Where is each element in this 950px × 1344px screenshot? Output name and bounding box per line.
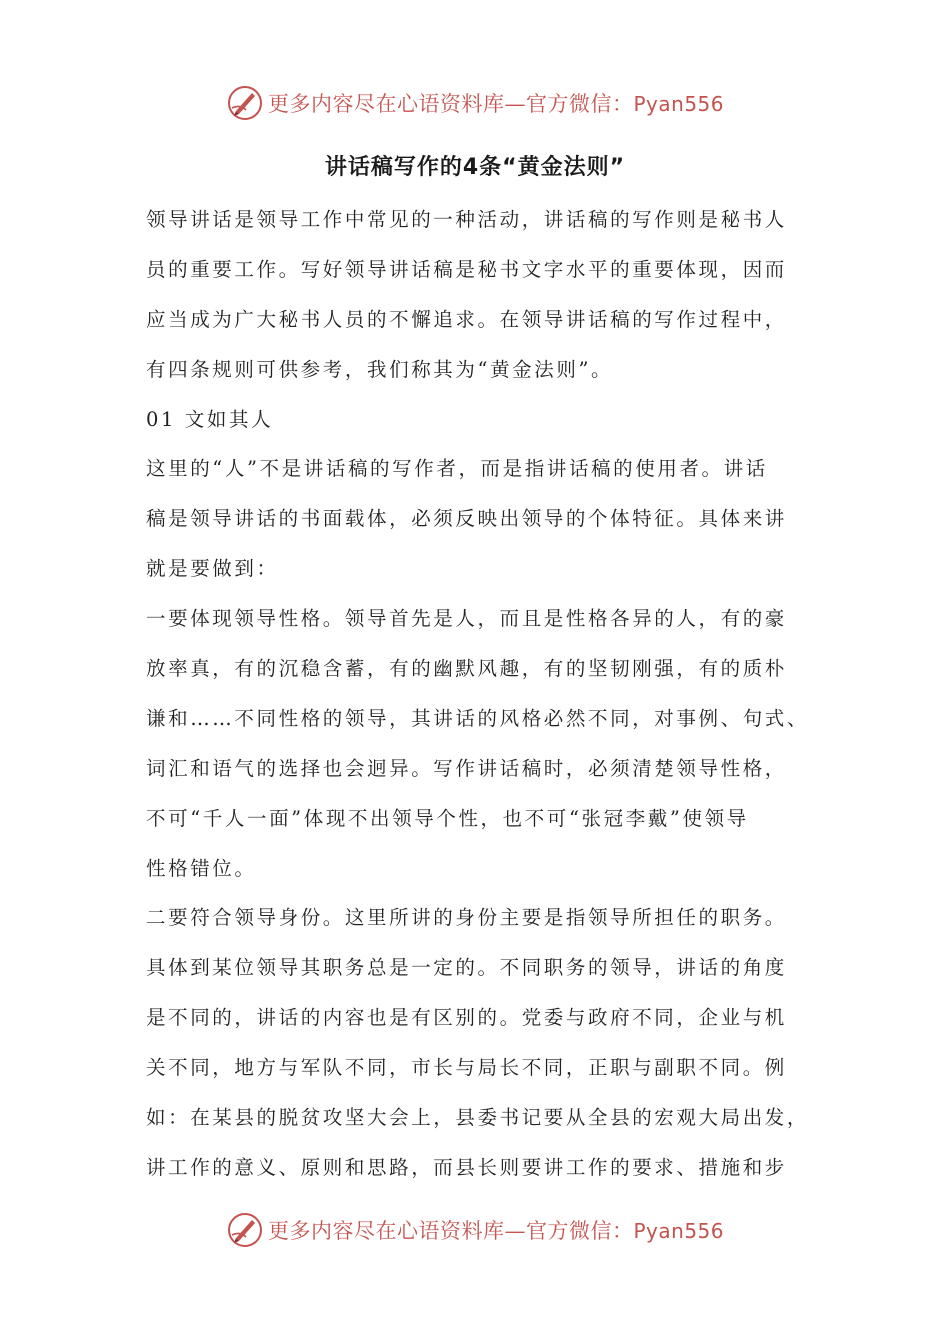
body-line: 领导讲话是领导工作中常见的一种活动，讲话稿的写作则是秘书人 xyxy=(146,208,787,231)
body-line: 一要体现领导性格。领导首先是人，而且是性格各异的人，有的豪 xyxy=(146,607,787,631)
body-line: 是不同的，讲话的内容也是有区别的。党委与政府不同，企业与机 xyxy=(146,1006,787,1030)
body-line: 性格错位。 xyxy=(146,856,257,880)
body-line: 具体到某位领导其职务总是一定的。不同职务的领导，讲话的角度 xyxy=(146,956,787,980)
pen-logo-icon xyxy=(226,84,264,122)
document-body xyxy=(146,195,826,1193)
body-line: 应当成为广大秘书人员的不懈追求。在领导讲话稿的写作过程中， xyxy=(146,307,787,331)
body-line: 有四条规则可供参考，我们称其为“黄金法则”。 xyxy=(146,357,614,381)
body-line: 二要符合领导身份。这里所讲的身份主要是指领导所担任的职务。 xyxy=(146,906,787,930)
watermark-banner-bottom xyxy=(0,1205,950,1255)
watermark-banner-top xyxy=(0,78,950,128)
body-line: 就是要做到： xyxy=(146,557,279,581)
body-line: 讲工作的意义、原则和思路，而县长则要讲工作的要求、措施和步 xyxy=(146,1155,787,1179)
body-line: 员的重要工作。写好领导讲话稿是秘书文字水平的重要体现，因而 xyxy=(146,257,787,281)
watermark-text: 更多内容尽在心语资料库—官方微信：Pyan556 xyxy=(267,1219,724,1243)
body-line: 如：在某县的脱贫攻坚大会上，县委书记要从全县的宏观大局出发， xyxy=(146,1106,810,1130)
body-line: 稿是领导讲话的书面载体，必须反映出领导的个体特征。具体来讲 xyxy=(146,507,787,531)
body-line: 不可“千人一面”体现不出领导个性，也不可“张冠李戴”使领导 xyxy=(146,806,749,830)
body-line: 放率真，有的沉稳含蓄，有的幽默风趣，有的坚韧刚强，有的质朴 xyxy=(146,657,787,681)
pen-logo-icon xyxy=(226,1211,264,1249)
watermark-text: 更多内容尽在心语资料库—官方微信：Pyan556 xyxy=(267,92,724,116)
body-line: 这里的“人”不是讲话稿的写作者，而是指讲话稿的使用者。讲话 xyxy=(146,457,768,481)
document-title: 讲话稿写作的4条“黄金法则” xyxy=(324,155,626,180)
body-line: 词汇和语气的选择也会迥异。写作讲话稿时，必须清楚领导性格， xyxy=(146,756,787,780)
body-line: 关不同，地方与军队不同，市长与局长不同，正职与副职不同。例 xyxy=(146,1056,787,1080)
body-line: 谦和……不同性格的领导，其讲话的风格必然不同，对事例、句式、 xyxy=(146,706,810,730)
section-heading: 01 文如其人 xyxy=(146,407,274,431)
